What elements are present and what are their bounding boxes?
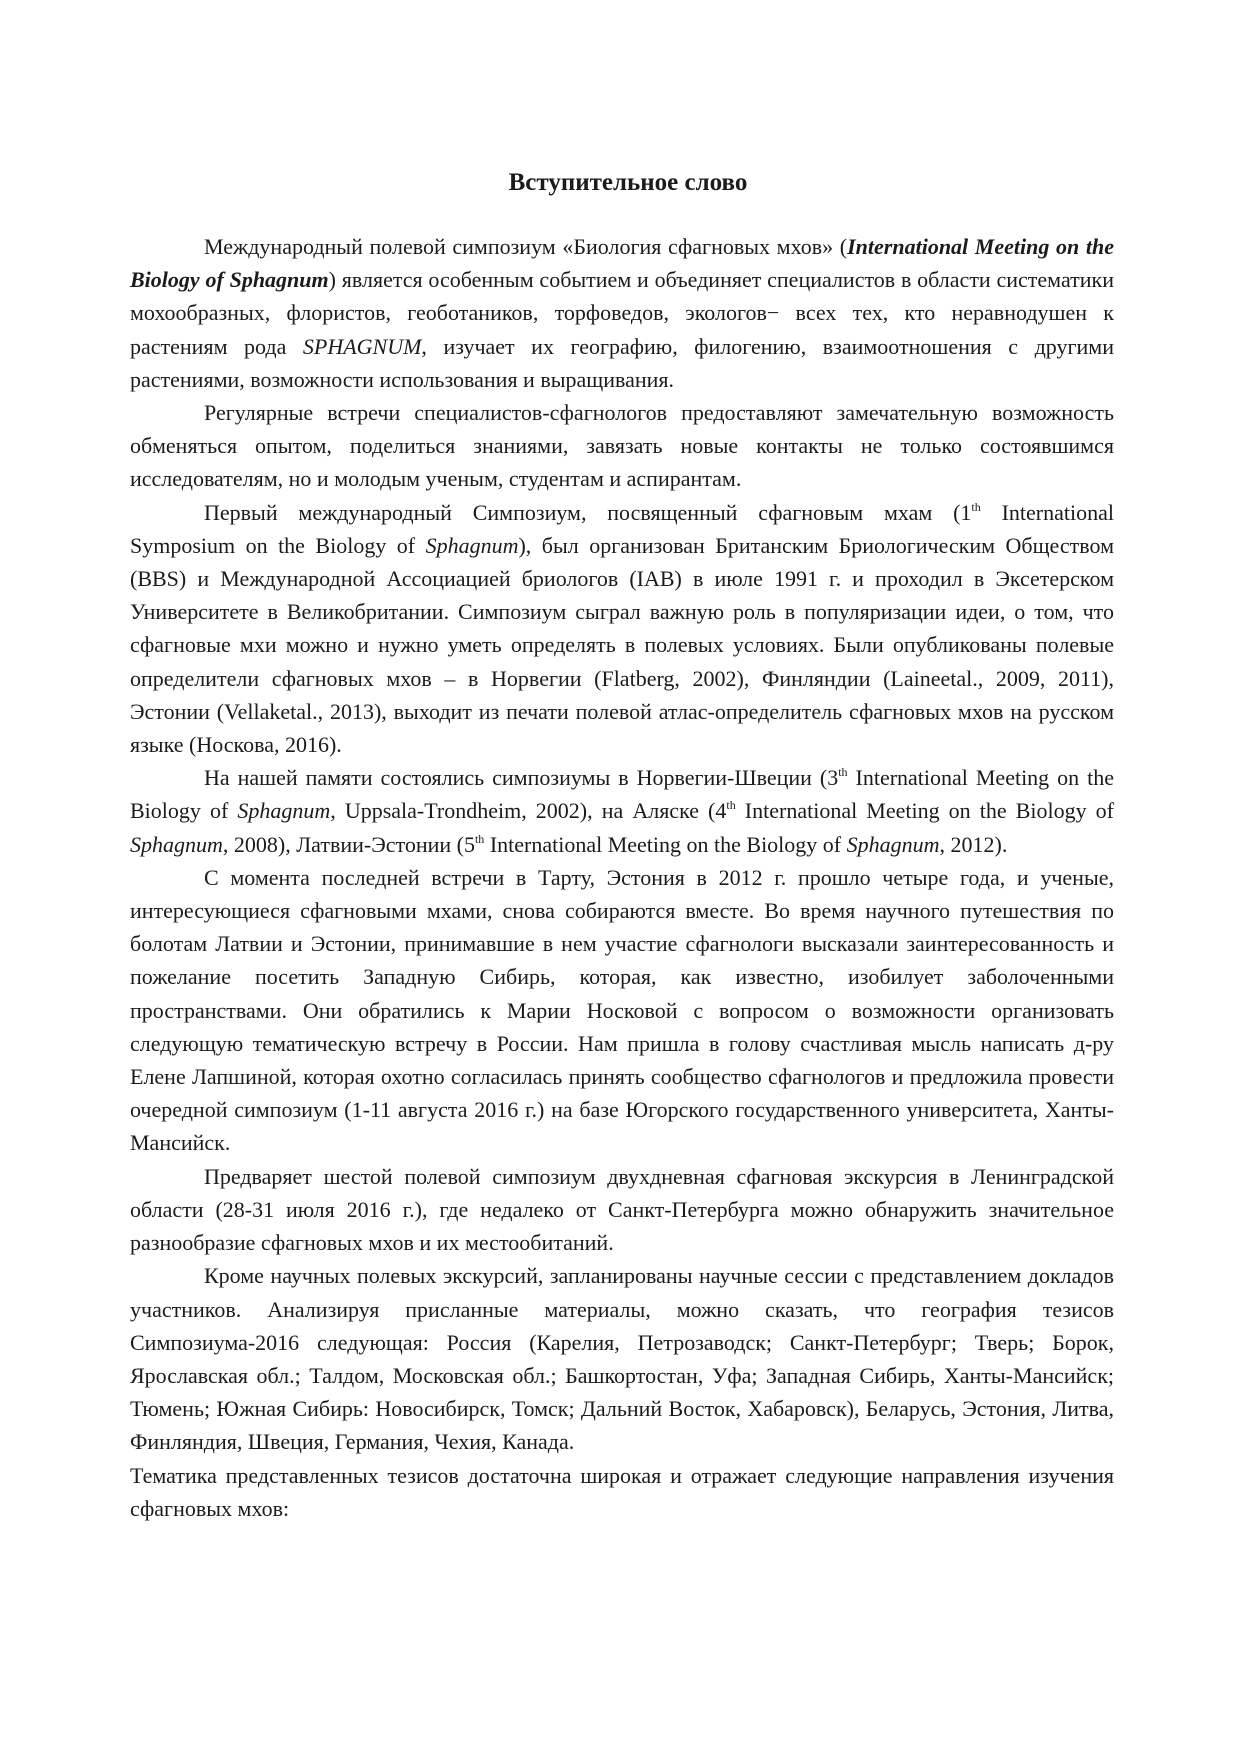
paragraph-7: Кроме научных полевых экскурсий, запланированы научные сессии с представлением докладов участников. Анализируя присланные материалы, можно сказать, что география тезисов Симпозиума-2016 следующая: Россия (Карелия, Петрозаводск; Санкт-Петербург; Тверь; Борок, Ярославская обл.; Талдом, Московская обл.; Башкортостан, Уфа; Западная Сибирь, Ханты-Мансийск; Тюмень; Южная Сибирь: Новосибирск, Томск; Дальний Восток, Хабаровск), Беларусь, Эстония, Литва, Финляндия, Швеция, Германия, Чехия, Канада. (130, 1263, 1114, 1455)
paragraph-4-genus-name-1: Sphagnum (237, 798, 331, 824)
paragraph-4-genus-name-3: Sphagnum (846, 831, 940, 857)
paragraph-4-ordinal-suffix-3: th (474, 831, 485, 846)
paragraph-4 (130, 761, 1114, 861)
paragraph-1-genus-name: SPHAGNUM (302, 333, 422, 359)
paragraph-4-text-d: , Uppsala-Trondheim, 2002), на Аляске (4 (330, 798, 727, 824)
document-page (130, 168, 1114, 1525)
paragraph-8: Тематика представленных тезисов достаточна широкая и отражает следующие направления изучения сфагновых мхов: (130, 1462, 1114, 1521)
paragraph-4-text-g: , 2008), Латвии-Эстонии (5 (222, 831, 475, 857)
paragraph-3-text-a: Первый международный Симпозиум, посвященный сфагновым мхам (1 (204, 499, 972, 525)
paragraph-3 (130, 496, 1114, 762)
document-title: Вступительное слово (508, 169, 748, 196)
paragraph-4-ordinal-suffix-2: th (726, 798, 736, 813)
paragraph-5: С момента последней встречи в Тарту, Эстония в 2012 г. прошло четыре года, и ученые, интересующиеся сфагновыми мхами, снова собираются вместе. Во время научного путешествия по болотам Латвии и Эстонии, принимавшие в нем участие сфагнологи высказали заинтересованность и пожелание посетить Западную Сибирь, которая, как известно, изобилует заболоченными пространствами. Они обратились к Марии Носковой с вопросом о возможности организовать следующую тематическую встречу в России. Нам пришла в голову счастливая мысль написать д-ру Елене Лапшиной, которая охотно согласилась принять сообщество сфагнологов и предложила провести очередной симпозиум (1-11 августа 2016 г.) на базе Югорского государственного университета, Ханты-Мансийск. (130, 864, 1114, 1156)
paragraph-4-genus-name-2: Sphagnum (130, 831, 223, 857)
paragraph-1-text-e: , изучает их географию, филогению, взаимоотношения с другими растениями, возможности использования и выращивания. (130, 333, 1114, 392)
paragraph-4-text-j: , 2012). (939, 831, 1008, 857)
paragraph-3-text-d: ), был организован Британским Бриологическим Обществом (BBS) и Международной Ассоциацией бриологов (IAB) в июле 1991 г. и проходил в Эксетерском Университете в Великобритании. Симпозиум сыграл важную роль в популяризации идеи, о том, что сфагновые мхи можно и нужно уметь определять в полевых условиях. Были опубликованы полевые определители сфагновых мхов – в Норвегии (Flatberg, 2002), Финляндии (Laineetal., 2009, 2011), Эстонии (Vellaketal., 2013), выходит из печати полевой атлас-определитель сфагновых мхов на русском языке (Носкова, 2016). (130, 532, 1114, 758)
paragraph-4-text-h: International Meeting on the Biology of (484, 831, 847, 857)
paragraph-3-ordinal-suffix: th (971, 499, 981, 514)
paragraph-4-text-e: International Meeting on the Biology of (735, 798, 1114, 824)
paragraph-3-genus-name: Sphagnum (425, 532, 519, 558)
paragraph-4-text-b: International Meeting on the Biology of (130, 765, 1114, 824)
paragraph-1-text-c: ) является особенным событием и объединяет специалистов в области систематики мохообразных, флористов, геоботаников, торфоведов, экологов− всех тех, кто неравнодушен к растениям рода (130, 267, 1114, 359)
paragraph-4-ordinal-suffix-1: th (838, 765, 848, 780)
paragraph-6: Предваряет шестой полевой симпозиум двухдневная сфагновая экскурсия в Ленинградской области (28-31 июля 2016 г.), где недалеко от Санкт-Петербурга можно обнаружить значительное разнообразие сфагновых мхов и их местообитаний. (130, 1163, 1114, 1256)
paragraph-1-meeting-title: International Meeting on the Biology of Sphagnum (130, 234, 1114, 293)
paragraph-3-text-b: International Symposium on the Biology of (130, 499, 1114, 558)
paragraph-2: Регулярные встречи специалистов-сфагнологов предоставляют замечательную возможность обменяться опытом, поделиться знаниями, завязать новые контакты не только состоявшимся исследователям, но и молодым ученым, студентам и аспирантам. (130, 400, 1114, 492)
paragraph-1-text-a: Международный полевой симпозиум «Биология сфагновых мхов» ( (204, 234, 848, 259)
paragraph-4-text-a: На нашей памяти состоялись симпозиумы в Норвегии-Швеции (3 (204, 765, 839, 791)
paragraph-1 (130, 230, 1114, 396)
